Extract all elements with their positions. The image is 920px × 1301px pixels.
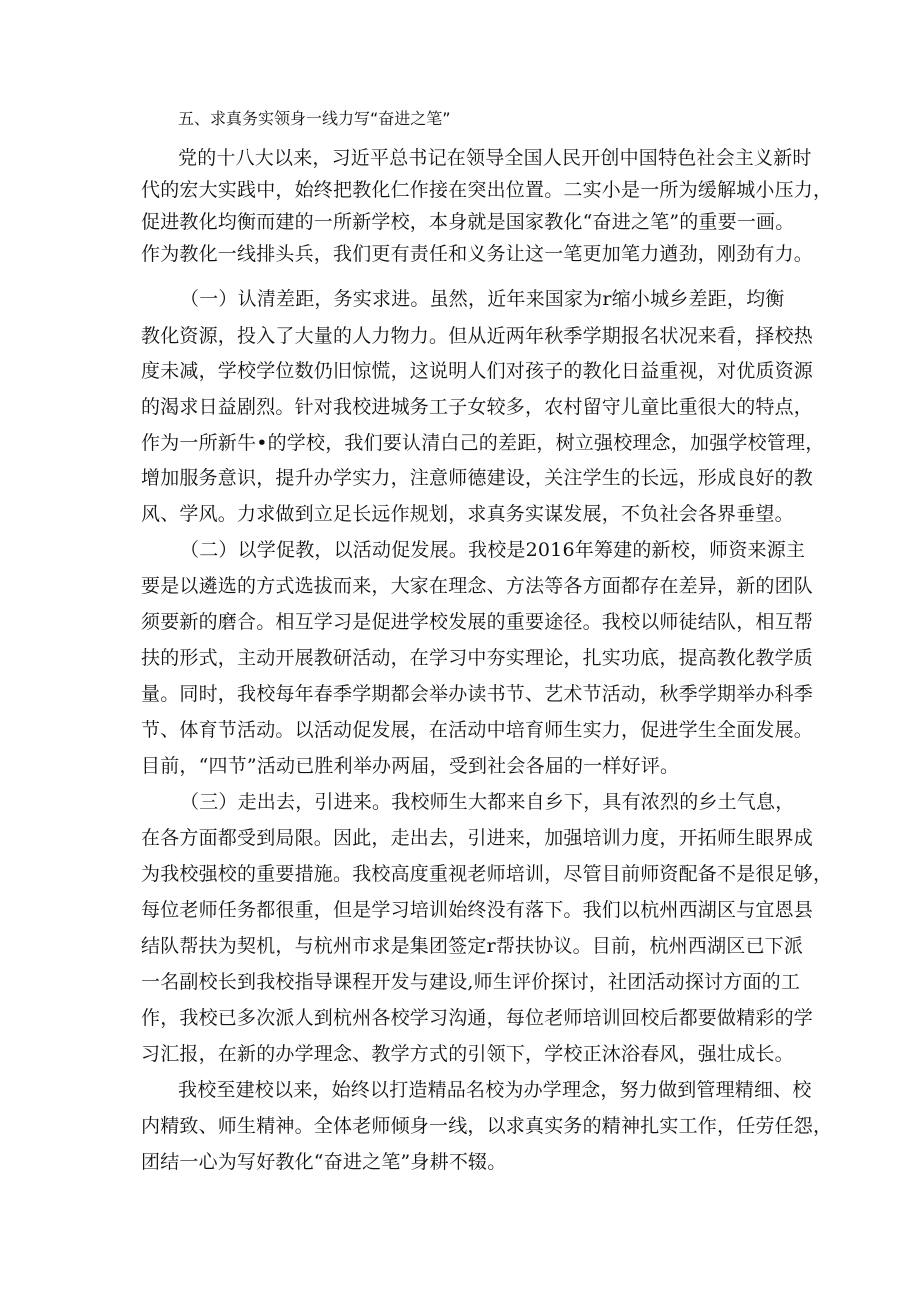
text-line: 扶的形式，主动开展教研活动，在学习中夯实理论，扎实功底，提高教化教学质 bbox=[141, 647, 814, 669]
section-heading: 五、求真务实领身一线力写“奋进之笔” bbox=[178, 109, 451, 128]
text-line: 一名副校长到我校指导课程开发与建设,师生评价探讨，社团活动探讨方面的工 bbox=[141, 971, 801, 993]
text-line: 度未减，学校学位数仍旧惊慌，这说明人们对孩子的教化日益重视，对优质资源 bbox=[141, 360, 814, 382]
text-line: 作为教化一线排头兵，我们更有责任和义务让这一笔更加笔力遒劲，刚劲有力。 bbox=[141, 243, 814, 265]
text-line: （一）认清差距，务实求进。虽然，近年来国家为r缩小城乡差距，均衡 bbox=[180, 288, 785, 310]
text-line: 作，我校已多次派人到杭州各校学习沟通，每位老师培训回校后都要做精彩的学 bbox=[141, 1007, 814, 1029]
text-line: 风、学风。力求做到立足长远作规划，求真务实谋发展，不负社会各界垂望。 bbox=[141, 503, 794, 525]
text-line: 须要新的磨合。相互学习是促进学校发展的重要途径。我校以师徒结队，相互帮 bbox=[141, 611, 814, 633]
text-line: 习汇报，在新的办学理念、教学方式的引领下，学校正沐浴春风，强壮成长。 bbox=[141, 1043, 794, 1065]
text-line: 党的十八大以来，习近平总书记在领导全国人民开创中国特色社会主义新时 bbox=[178, 147, 812, 169]
text-line: 团结一心为写好教化“奋进之笔”身耕不辍。 bbox=[141, 1151, 507, 1173]
text-line: 在各方面都受到局限。因此，走出去，引进来，加强培训力度，开拓师生眼界成 bbox=[141, 827, 814, 849]
text-line: 教化资源，投入了大量的人力物力。但从近两年秋季学期报名状况来看，择校热 bbox=[141, 325, 814, 347]
text-line: 我校至建校以来，始终以打造精品名校为办学理念，努力做到管理精细、校 bbox=[178, 1079, 812, 1101]
text-line: 内精致、师生精神。全体老师倾身一线，以求真实务的精神扎实工作，任劳任怨， bbox=[141, 1115, 833, 1137]
text-line: 代的宏大实践中，始终把教化仁作接在突出位置。二实小是一所为缓解城小压力， bbox=[141, 179, 833, 201]
text-line: 作为一所新牛•的学校，我们要认清白己的差距，树立强校理念，加强学校管理， bbox=[141, 432, 825, 454]
text-line: 要是以遴选的方式选拔而来，大家在理念、方法等各方面都存在差异，新的团队 bbox=[141, 575, 814, 597]
text-line: 节、体育节活动。以活动促发展，在活动中培育师生实力，促进学生全面发展。 bbox=[141, 719, 814, 741]
text-line: （二）以学促教，以活动促发展。我校是2016年筹建的新校，师资来源主 bbox=[180, 539, 806, 561]
text-line: 目前，“四节”活动已胜利举办两届，受到社会各届的一样好评。 bbox=[141, 755, 680, 777]
text-line: 促进教化均衡而建的一所新学校，本身就是国家教化“奋进之笔”的重要一画。 bbox=[141, 211, 795, 233]
text-line: 结队帮扶为契机，与杭州市求是集团签定r帮扶协议。目前，杭州西湖区已下派 bbox=[141, 935, 804, 957]
text-line: 为我校强校的重要措施。我校高度重视老师培训，尽管目前师资配备不是很足够， bbox=[141, 863, 833, 885]
text-line: 增加服务意识，提升办学实力，注意师德建设，关注学生的长远，形成良好的教 bbox=[141, 467, 814, 489]
text-line: （三）走出去，引进来。我校师生大都来自乡下，具有浓烈的乡土气息， bbox=[180, 791, 795, 813]
text-line: 量。同时，我校每年春季学期都会举办读书节、艺术节活动，秋季学期举办科季 bbox=[141, 683, 814, 705]
text-line: 的渴求日益剧烈。针对我校进城务工子女较多，农村留守儿童比重很大的特点， bbox=[141, 396, 814, 418]
text-line: 每位老师任务都很重，但是学习培训始终没有落下。我们以杭州西湖区与宜恩县 bbox=[141, 899, 814, 921]
